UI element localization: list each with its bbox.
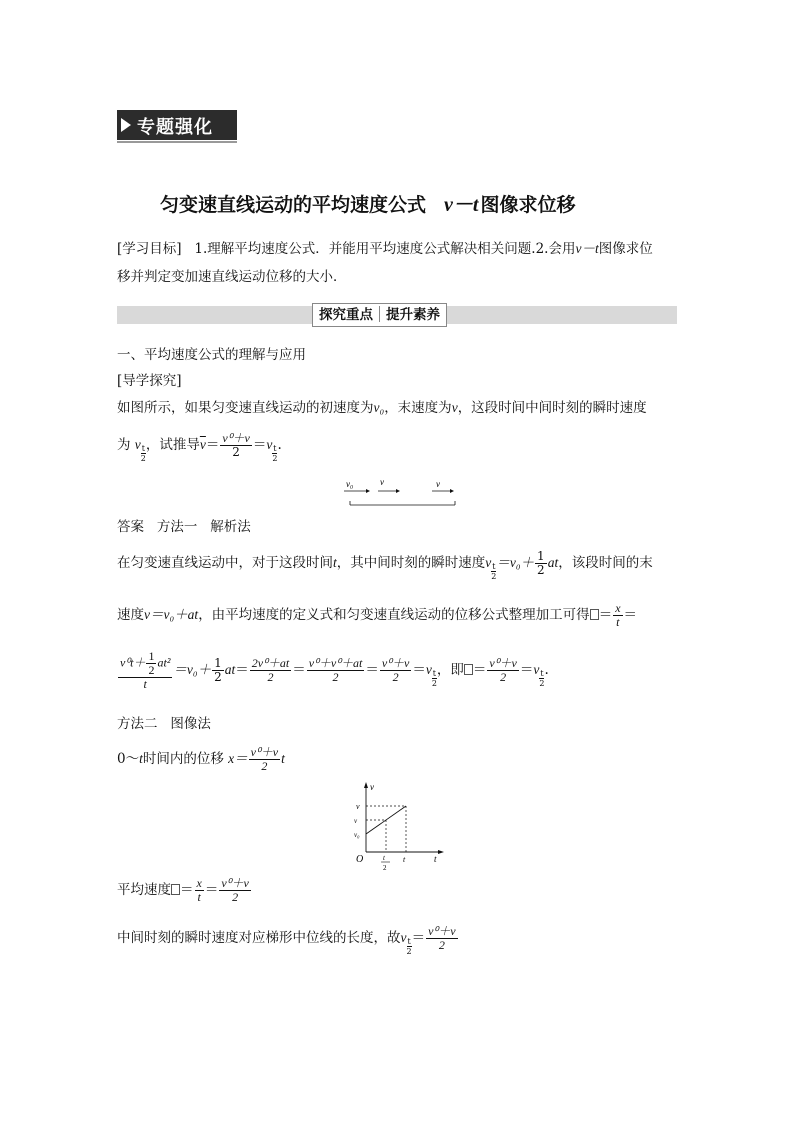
question-line1: 如图所示，如果匀变速直线运动的初速度为v₀，末速度为v，这段时间中间时刻的瞬时速度 xyxy=(117,400,647,416)
graph-origin: O xyxy=(356,854,364,865)
method2-heading: 方法二 图像法 xyxy=(117,716,211,732)
question-line2: 为 v $\frac{t}{2}$，试推导$\overline{v}=$ $\frac{\text{v⁰＋v}}{2}$ ＝v $\frac{t}{2}$. xyxy=(117,431,282,463)
graph-v-axis-label: v xyxy=(370,782,374,792)
body-line1: 在匀变速直线运动中，对于这段时间t，其中间时刻的瞬时速度v $\frac{t}{2}=v_0+$ $\frac{1}{2}$ at，该段时间的末 xyxy=(117,549,653,581)
arrow-label-v: v xyxy=(436,479,440,489)
banner xyxy=(117,110,237,140)
graph-t2-den: 2 xyxy=(383,864,387,872)
guide-label: [导学探究] xyxy=(117,373,182,389)
arrow-label-vt2: v xyxy=(380,477,384,487)
section-bar-label: 探究重点 提升素养 xyxy=(312,303,447,327)
placeholder-box xyxy=(590,609,599,620)
answer-heading: 答案 方法一 解析法 xyxy=(117,519,251,535)
body-line2: 速度v＝v₀＋at，由平均速度的定义式和匀变速直线运动的位移公式整理加工可得 ＝ $\frac{x}{t}$ ＝ xyxy=(117,601,638,629)
banner-text: 专题强化 xyxy=(137,117,213,138)
graph-v-label: v xyxy=(356,802,360,811)
graph-t-axis-label: t xyxy=(434,854,437,864)
triangle-icon xyxy=(121,118,131,132)
page-title: 匀变速直线运动的平均速度公式 v－t 图像求位移 xyxy=(160,194,576,216)
objectives-line1: [学习目标] 1.理解平均速度公式．并能用平均速度公式解决相关问题.2.会用v－t图像求位 xyxy=(117,241,653,257)
graph-v0-label: v₀ xyxy=(354,831,360,839)
arrow-label-v0: v₀ xyxy=(346,479,354,489)
objectives-line2: 移并判定变加速直线运动位移的大小． xyxy=(117,269,347,285)
derivation-line: v⁰t＋ $\frac{1}{2}$ at² t ＝v₀＋ $\frac{1}{2}$ at＝ $\frac{\text{2v⁰＋at}}{2}$ ＝ $\frac{\text{v⁰＋v⁰＋at}}{2}$ ＝ $\frac{\text{v⁰＋v}}{2}$ ＝v $\frac{t}{2}$，即 ＝ $\frac{\text{v⁰＋v}}{2}$ ＝v $\frac{t}{2}$. xyxy=(120,649,549,691)
graph-t2-num: t xyxy=(383,854,385,862)
graph-vt2-label: v xyxy=(354,817,358,825)
avg-velocity-line: 平均速度 ＝ $\frac{x}{t}$ ＝ $\frac{\text{v⁰＋v}}{2}$ xyxy=(117,876,249,904)
displacement-line: 0～t时间内的位移 x＝ $\frac{\text{v⁰＋v}}{2}$ t xyxy=(117,745,285,773)
section-heading: 一、平均速度公式的理解与应用 xyxy=(117,347,306,363)
graph-t-label: t xyxy=(403,855,406,864)
velocity-arrow-diagram xyxy=(340,475,470,511)
banner-underline xyxy=(117,141,237,143)
mid-velocity-line: 中间时刻的瞬时速度对应梯形中位线的长度，故v $\frac{t}{2}=$ $\frac{\text{v⁰＋v}}{2}$ xyxy=(117,924,456,956)
vt-graph xyxy=(340,780,450,872)
